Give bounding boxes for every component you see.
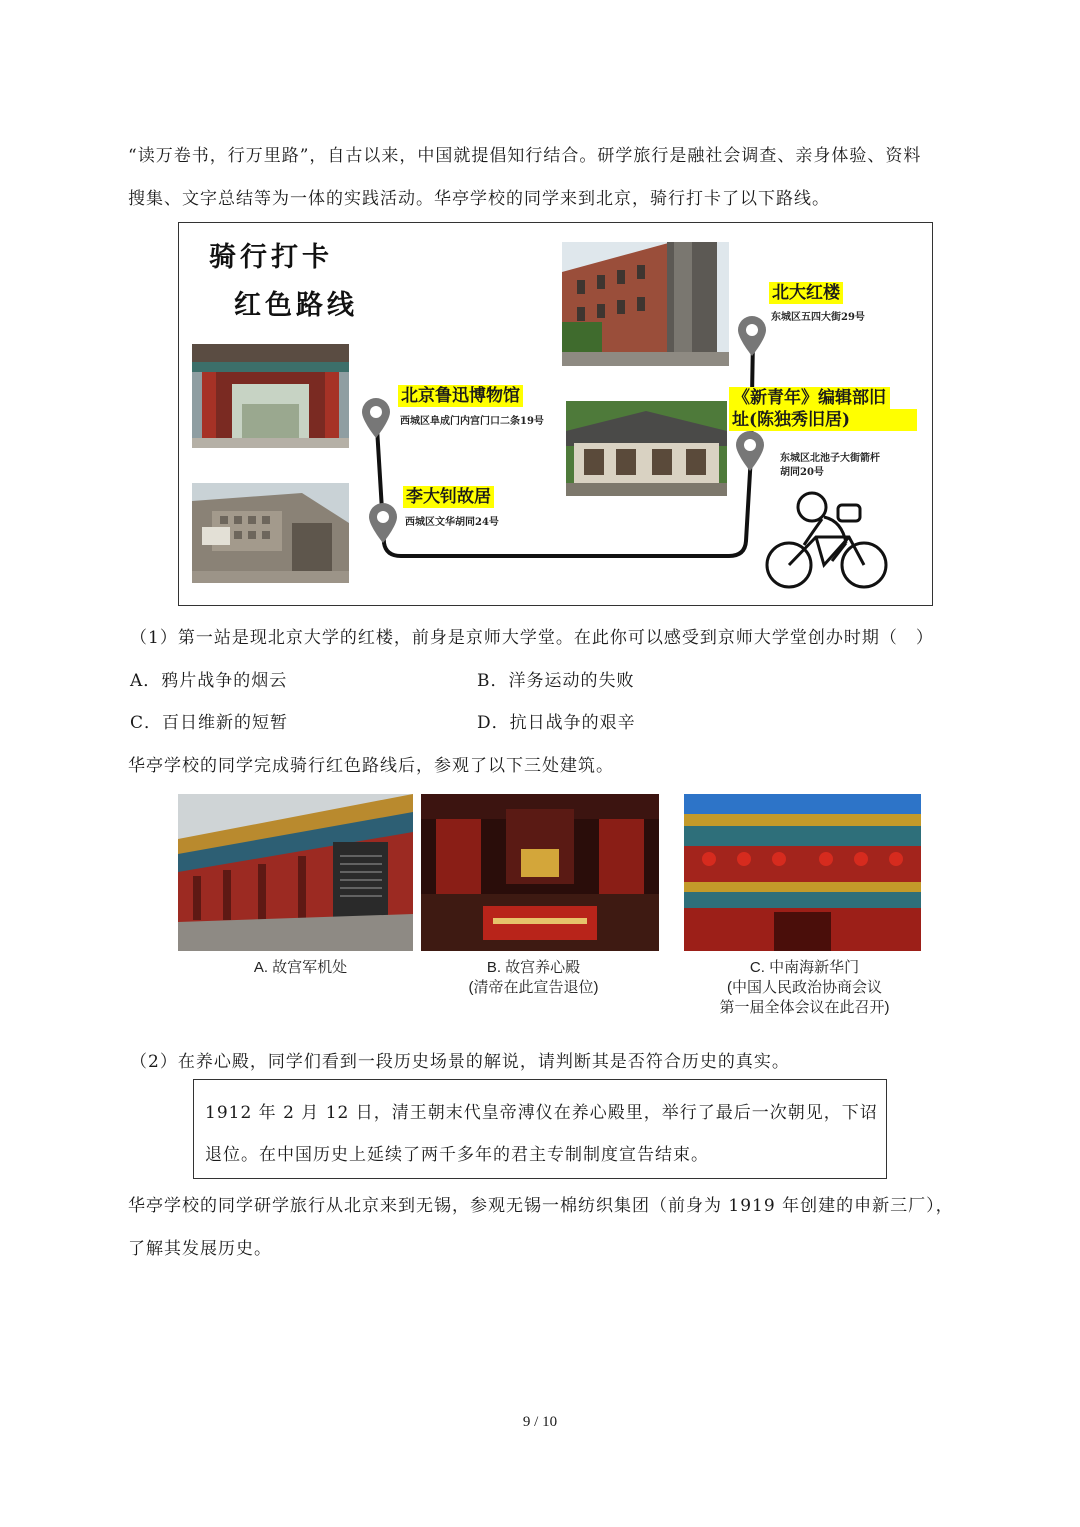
q2-stem: （2）在养心殿，同学们看到一段历史场景的解说，请判断其是否符合历史的真实。	[130, 1052, 790, 1072]
caption-a-line-1: A. 故宫军机处	[253, 959, 348, 976]
stop-address-new-youth-line-2: 胡同20号	[780, 467, 824, 478]
quote-line-2: 退位。在中国历史上延续了两千多年的君主专制制度宣告结束。	[205, 1145, 709, 1165]
location-pin-icon	[361, 397, 391, 439]
intro-line-2: 搜集、文字总结等为一体的实践活动。华亭学校的同学来到北京，骑行打卡了以下路线。	[128, 189, 830, 209]
caption-grand-council	[178, 958, 423, 978]
stop-address-red-building: 东城区五四大街29号	[771, 312, 865, 323]
map-title-line-2: 红色路线	[234, 290, 358, 321]
cyclist-illustration	[764, 485, 889, 593]
stop-name-li-dazhao: 李大钊故居	[403, 486, 494, 508]
q1-option-a[interactable]: A．鸦片战争的烟云	[130, 671, 288, 691]
q1-option-c[interactable]: C．百日维新的短暂	[130, 713, 289, 733]
quote-line-1: 1912 年 2 月 12 日，清王朝末代皇帝溥仪在养心殿里，举行了最后一次朝见，下诏	[205, 1103, 878, 1123]
transition-2-line-1: 华亭学校的同学研学旅行从北京来到无锡，参观无锡一棉纺织集团（前身为 1919 年创建的申新三厂），	[128, 1196, 954, 1216]
stop-name-luxun-museum: 北京鲁迅博物馆	[398, 385, 523, 407]
stop-name-new-youth-line-1: 《新青年》编辑部旧	[729, 387, 890, 409]
caption-b-line-1: B. 故宫养心殿	[486, 959, 581, 976]
location-pin-icon	[368, 502, 398, 544]
xinhua-gate-photo	[684, 794, 921, 951]
stop-name-new-youth-line-2: 址(陈独秀旧居)	[729, 409, 917, 431]
location-pin-icon	[737, 315, 767, 357]
route-map	[178, 222, 933, 606]
caption-c-line-1: C. 中南海新华门	[749, 959, 860, 976]
caption-hall	[411, 958, 656, 998]
caption-b-line-2: (清帝在此宣告退位)	[468, 979, 599, 996]
caption-c-line-3: 第一届全体会议在此召开)	[719, 999, 890, 1016]
q1-option-b[interactable]: B．洋务运动的失败	[477, 671, 635, 691]
q1-stem: （1）第一站是现北京大学的红楼，前身是京师大学堂。在此你可以感受到京师大学堂创办时期（ ）	[130, 628, 934, 648]
stop-name-red-building: 北大红楼	[769, 282, 843, 304]
grand-council-photo	[178, 794, 413, 951]
caption-c-line-2: (中国人民政治协商会议	[727, 979, 882, 996]
intro-line-1: “读万卷书，行万里路”，自古以来，中国就提倡知行结合。研学旅行是融社会调查、亲身体验、资料	[128, 146, 922, 166]
map-title-line-1: 骑行打卡	[209, 242, 333, 273]
transition-2-line-2: 了解其发展历史。	[128, 1239, 272, 1259]
location-pin-icon	[735, 430, 765, 472]
caption-xinhua-gate	[682, 958, 927, 1018]
stop-address-new-youth-line-1: 东城区北池子大街箭杆	[780, 453, 880, 464]
stop-address-li-dazhao: 西城区文华胡同24号	[405, 517, 499, 528]
q1-option-d[interactable]: D．抗日战争的艰辛	[477, 713, 636, 733]
transition-1: 华亭学校的同学完成骑行红色路线后，参观了以下三处建筑。	[128, 756, 614, 776]
hall-of-mental-cultivation-photo	[421, 794, 659, 951]
page-number: 9 / 10	[522, 1414, 558, 1430]
history-quote-box	[193, 1079, 887, 1179]
stop-address-luxun-museum: 西城区阜成门内宫门口二条19号	[400, 416, 544, 427]
